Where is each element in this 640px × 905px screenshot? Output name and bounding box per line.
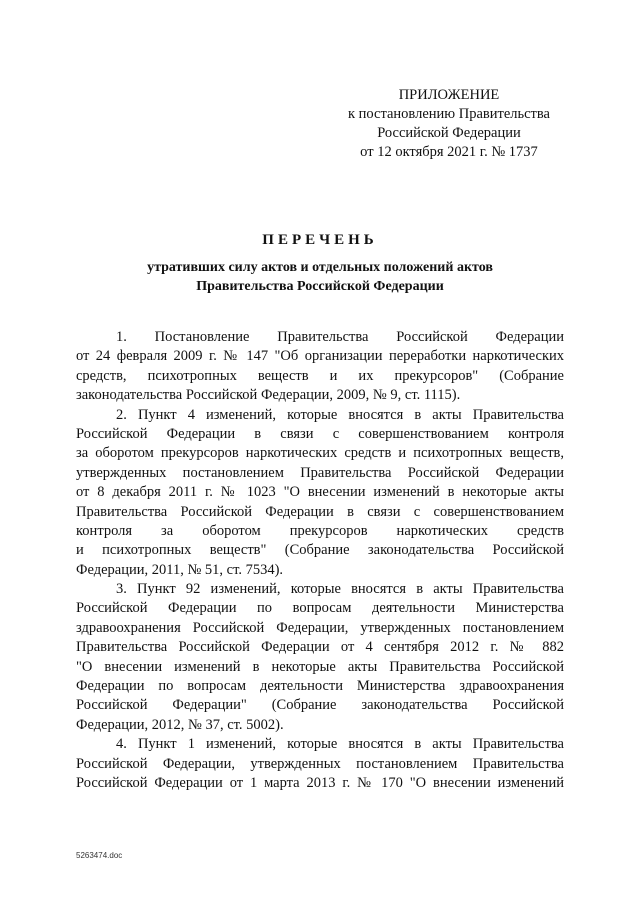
- paragraph-line: Российской Федерации, утвержденных постановлением Правительства: [76, 755, 564, 772]
- paragraph-line: Правительства Российской Федерации от 4 сентября 2012 г. № 882: [76, 639, 564, 656]
- appendix-line-date-number: от 12 октября 2021 г. № 1737: [360, 144, 538, 160]
- document-subtitle: [76, 258, 564, 296]
- paragraph-line: "О внесении изменений в некоторые акты Правительства Российской: [76, 658, 564, 675]
- paragraph-line: здравоохранения Российской Федерации, утвержденных постановлением: [76, 619, 564, 636]
- list-item: [76, 406, 564, 581]
- list-item: [76, 580, 564, 735]
- appendix-line-federation: Российской Федерации: [377, 125, 521, 141]
- document-body: [76, 328, 564, 793]
- paragraph-line: Российской Федерации по вопросам деятельности Министерства: [76, 600, 564, 617]
- paragraph-line: Российской Федерации от 1 марта 2013 г. № 170 "О внесении изменений: [76, 774, 564, 791]
- paragraph-line: Федерации, 2012, № 37, ст. 5002).: [76, 716, 284, 733]
- paragraph-line: Правительства Российской Федерации в связи с совершенствованием: [76, 503, 564, 520]
- subtitle-line-1: утративших силу актов и отдельных положений актов: [147, 260, 493, 275]
- paragraph-line: 3. Пункт 92 изменений, которые вносятся в акты Правительства: [116, 581, 564, 598]
- file-name-footer: 5263474.doc: [76, 851, 123, 860]
- appendix-header: [340, 86, 558, 162]
- subtitle-line-2: Правительства Российской Федерации: [196, 279, 444, 294]
- paragraph-line: Федерации по вопросам деятельности Министерства здравоохранения: [76, 678, 564, 695]
- appendix-label: ПРИЛОЖЕНИЕ: [398, 87, 500, 103]
- paragraph-line: и психотропных веществ" (Собрание законодательства Российской: [76, 542, 564, 559]
- list-item: [76, 735, 564, 793]
- paragraph-line: от 24 февраля 2009 г. № 147 "Об организации переработки наркотических: [76, 348, 564, 365]
- paragraph-line: 1. Постановление Правительства Российской Федерации: [116, 329, 564, 345]
- paragraph-line: законодательства Российской Федерации, 2009, № 9, ст. 1115).: [76, 387, 461, 404]
- paragraph-line: за оборотом прекурсоров наркотических средств и психотропных веществ,: [76, 445, 564, 462]
- paragraph-line: 4. Пункт 1 изменений, которые вносятся в акты Правительства: [116, 736, 564, 753]
- paragraph-line: контроля за оборотом прекурсоров наркотических средств: [76, 522, 564, 539]
- paragraph-line: Российской Федерации в связи с совершенствованием контроля: [76, 425, 564, 442]
- paragraph-line: от 8 декабря 2011 г. № 1023 "О внесении изменений в некоторые акты: [76, 484, 564, 501]
- paragraph-line: средств, психотропных веществ и их прекурсоров" (Собрание: [76, 367, 564, 384]
- paragraph-line: 2. Пункт 4 изменений, которые вносятся в акты Правительства: [116, 406, 564, 423]
- appendix-line-resolution: к постановлению Правительства: [348, 106, 550, 122]
- document-title: ПЕРЕЧЕНЬ: [262, 232, 378, 248]
- paragraph-line: Российской Федерации" (Собрание законодательства Российской: [76, 697, 564, 714]
- paragraph-line: Федерации, 2011, № 51, ст. 7534).: [76, 561, 284, 578]
- paragraph-line: утвержденных постановлением Правительства Российской Федерации: [76, 464, 564, 481]
- list-item: [76, 328, 564, 406]
